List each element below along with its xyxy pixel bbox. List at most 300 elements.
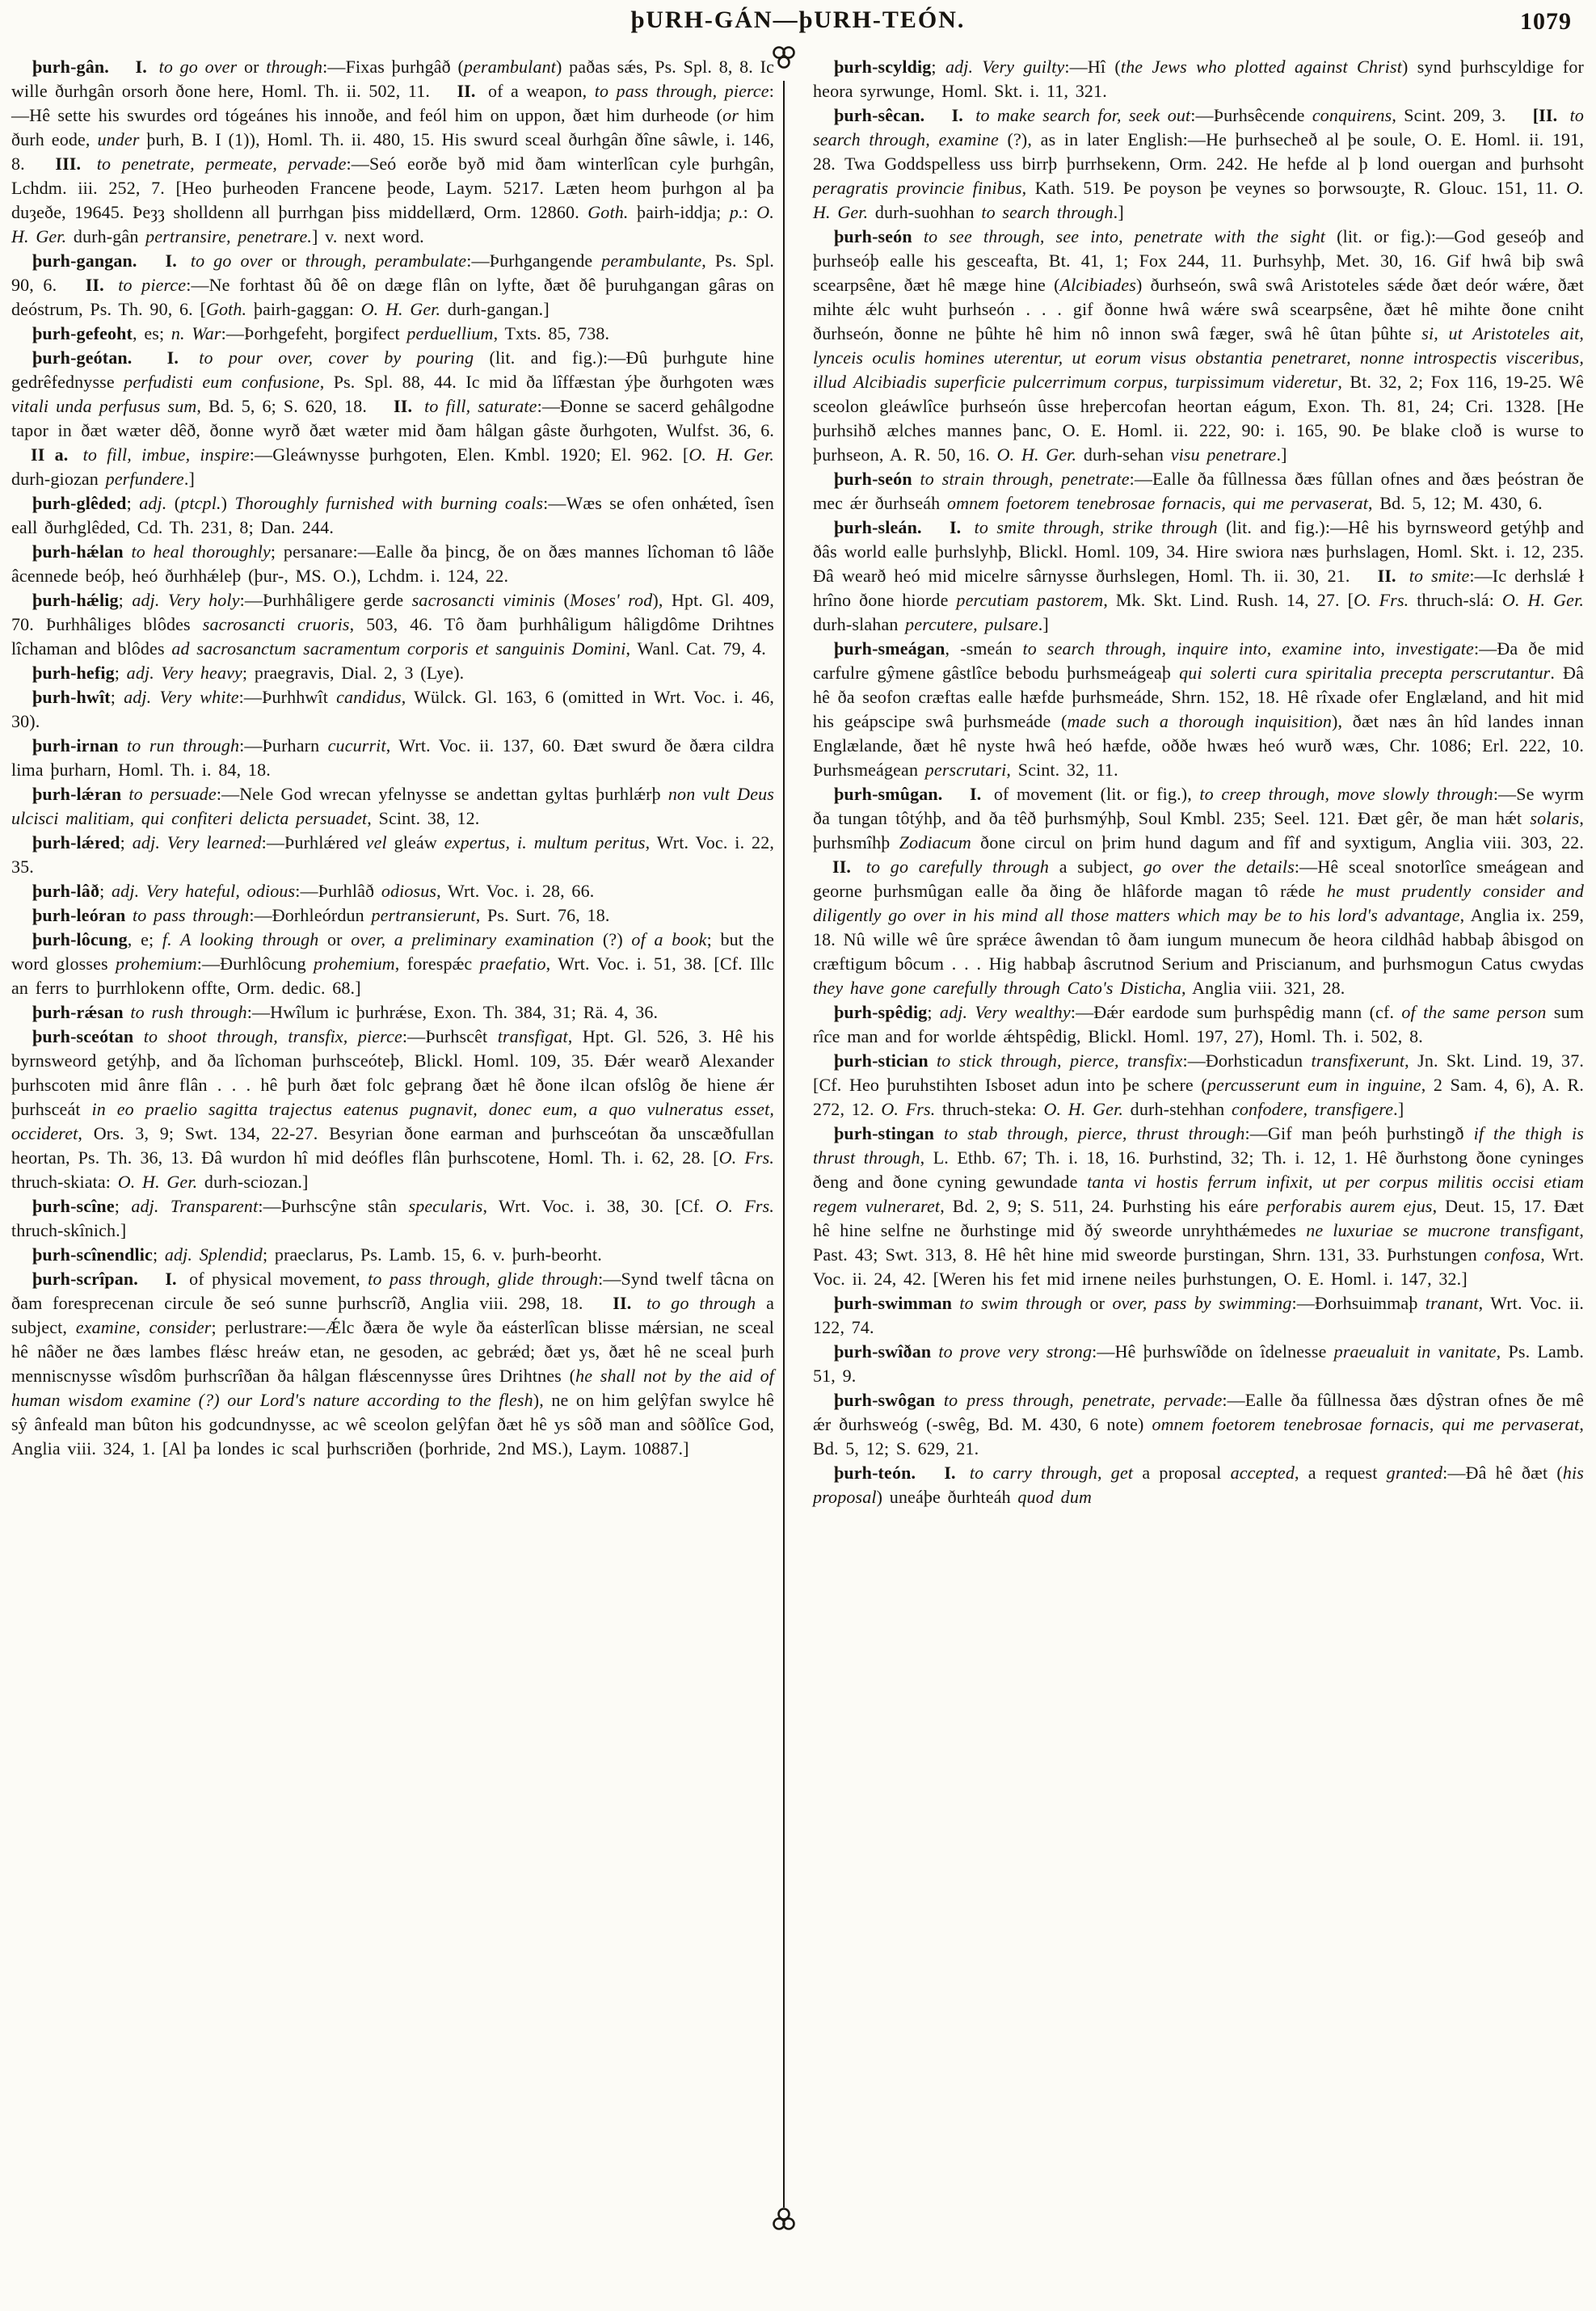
entry-text: :—Þurhhwît xyxy=(238,687,337,707)
sense-numeral: II. xyxy=(394,396,420,416)
sense-numeral: I. xyxy=(166,347,195,368)
entry-text: :—Gleáwnysse þurhgoten, Elen. Kmbl. 1920; El. 962. [ xyxy=(249,444,689,465)
entry-text: durh-sehan xyxy=(1083,444,1171,465)
headword: þurh-hǽlan xyxy=(32,541,132,562)
italic-text: adj. Very hateful, odious xyxy=(112,881,296,901)
entry-text: , L. Ethb. 67; Th. i. 18, 16. Þurhstind, 32; Th. i. 12, 1. Hê ðurhstong ðone cyninges ðeng and ðone cyning gewundade xyxy=(813,1147,1584,1192)
entry-text: , Bd. 5, 12; M. 430, 6. xyxy=(1368,493,1543,513)
entry-text: , Wrt. Voc. i. 22, 35. xyxy=(11,832,775,877)
headword: þurh-gân. xyxy=(32,57,116,77)
entry-text: , Past. 43; Swt. 313, 8. Hê hêt hine mid sweorde þurstingan, Shrn. 131, 33. Þurhstungen xyxy=(813,1220,1585,1265)
italic-text: to go over xyxy=(190,250,282,271)
entry-text: ) synd þurhscyldige for heora syrwunge, Homl. Skt. i. 11, 321. xyxy=(813,57,1584,101)
italic-text: pertransire, penetrare. xyxy=(145,226,313,246)
sense-numeral: I. xyxy=(165,250,186,271)
entry-text: (?) xyxy=(602,929,632,949)
italic-text: qui solerti cura spiritalia precepta perscrutantur xyxy=(1179,663,1551,683)
entry-text: ; but the word glosses xyxy=(11,929,774,974)
entry-text: :—Nele God wrecan yfelnysse se andettan gyltas þurhlǽrþ xyxy=(216,784,668,804)
entry-text: :—Hê þurhswîðde on îdelnesse xyxy=(1092,1341,1334,1362)
entry-text: :—Gif man þeóh þurhstingð xyxy=(1244,1123,1474,1143)
entry-text: ; xyxy=(120,832,133,852)
dictionary-entry xyxy=(11,1194,774,1243)
entry-text: :—Ðorhsticadun xyxy=(1182,1050,1312,1071)
entry-text: ), ne on him gelŷfan swylce hê sŷ ânfeald man bûton his godcundnysse, ac wê sceolon gelŷfan ðæt hê ys sôð man and sôðlîce God, Anglia viii. 324, 1. [Al þa londes ic scal þurhscriðen (þorhride, 2nd MS.), Laym. 10887.] xyxy=(11,1390,774,1459)
italic-text: to go through xyxy=(646,1293,767,1313)
italic-text: adj. Transparent xyxy=(131,1196,259,1216)
entry-text: þurh, B. I (1)), Homl. Th. ii. 480, 15. His swurd sceal ðurhgân ðîne sâwle, i. 146, 8. xyxy=(11,129,775,174)
italic-text: perscrutari xyxy=(924,760,1007,780)
italic-text: to penetrate, permeate, pervade xyxy=(96,154,347,174)
italic-text: Moses' rod xyxy=(569,590,653,610)
italic-text: in eo praelio sagitta trajectus eatenus pugnavit, donec eum, a quo vulneratus esset, occideret xyxy=(11,1099,774,1143)
dictionary-entry xyxy=(813,103,1584,225)
entry-text: .] xyxy=(1393,1099,1404,1119)
entry-text: or xyxy=(281,250,305,271)
italic-text: Thoroughly furnished with burning coals xyxy=(234,493,544,513)
headword: þurh-rǽsan xyxy=(32,1002,131,1022)
entry-text: , Ps. Surt. 76, 18. xyxy=(475,905,610,925)
italic-text: perfundere xyxy=(105,469,184,489)
italic-text: confosa xyxy=(1484,1244,1541,1265)
italic-text: Goth. xyxy=(205,299,254,319)
entry-text: , Kath. 519. Þe poyson þe veynes so þorwsouȝte, R. Glouc. 151, 11. xyxy=(1021,178,1567,198)
entry-text: of movement (lit. or fig.), xyxy=(993,784,1200,804)
entry-text: :—Þurhsêcende xyxy=(1190,105,1312,125)
italic-text: to fill, saturate xyxy=(424,396,537,416)
sense-numeral: II. xyxy=(85,275,114,295)
headword: þurh-glêded xyxy=(32,493,127,513)
headword: þurh-lôcung xyxy=(32,929,128,949)
entry-text: , e; xyxy=(127,929,162,949)
italic-text: of a book xyxy=(631,929,707,949)
italic-text: made such a thorough inquisition xyxy=(1067,711,1333,731)
entry-text: ; xyxy=(99,881,112,901)
italic-text: to heal thoroughly xyxy=(131,541,271,562)
italic-text: O. Frs. xyxy=(1354,590,1417,610)
entry-text: :—Wæs se ofen onhǽted, îsen eall ðurhglêded, Cd. Th. 231, 8; Dan. 244. xyxy=(11,493,774,537)
entry-text: thruch-skiata: xyxy=(11,1172,118,1192)
dictionary-entry xyxy=(813,1122,1584,1291)
entry-text: durh-gân xyxy=(73,226,146,246)
italic-text: ne luxuriae se mucrone transfigant xyxy=(1306,1220,1580,1240)
entry-text: , Wrt. Voc. ii. 137, 60. Ðæt swurd ðe ðæra cildra lima þurharn, Homl. Th. i. 84, 18. xyxy=(11,735,774,780)
entry-text: , 503, 46. Tô ðam þurhhâligum hâligdôme Drihtnes lîchaman and blôdes xyxy=(11,614,774,659)
entry-text: thruch-skînich.] xyxy=(11,1220,127,1240)
dictionary-entry xyxy=(813,1388,1584,1461)
entry-text: (lit. and fig.):—Hê his byrnsweord getýhþ and ðâs world ealle þurhslyhþ, Blickl. Homl. 109, 34. Hire swiora næs þurhslagen, Homl. Skt. i. 12, 235. Ðâ wearð heó mid micelre sârnysse ðurhslegen, Homl. Th. ii. 30, 21. xyxy=(813,517,1585,586)
entry-text: ; xyxy=(114,1196,132,1216)
headword: þurh-smeágan xyxy=(834,638,945,659)
sense-numeral: II. xyxy=(1377,566,1404,586)
page-title: þURH-GÁN—þURH-TEÓN. xyxy=(630,6,966,33)
dictionary-entry xyxy=(11,1025,774,1194)
column-divider-rule xyxy=(783,81,785,2208)
entry-text: :—Ðorhsuimmaþ xyxy=(1291,1293,1425,1313)
headword: þurh-spêdig xyxy=(834,1002,928,1022)
italic-text: percusserunt eum in inguine xyxy=(1206,1075,1421,1095)
entry-text: durh-stehhan xyxy=(1130,1099,1232,1119)
entry-text: , Bd. 5, 6; S. 620, 18. xyxy=(196,396,375,416)
headword: þurh-smûgan. xyxy=(834,784,950,804)
entry-text: thruch-steka: xyxy=(942,1099,1044,1119)
dictionary-entry xyxy=(11,249,774,322)
headword: þurh-sleán. xyxy=(834,517,930,537)
entry-text: :—Þurhscŷne stân xyxy=(258,1196,409,1216)
italic-text: candidus xyxy=(336,687,402,707)
italic-text: to persuade xyxy=(128,784,217,804)
italic-text: to search through, inquire into, examine into, investigate xyxy=(1022,638,1474,659)
entry-text: (lit. or fig.):—God geseóþ and þurhseóþ ealle his gesceafta, Bt. 41, 1; Fox 244, 11. Þurhsyhþ, Met. 30, 16. Gif hwâ biþ swâ scearpsêne, ðæt hê mæge hine ( xyxy=(813,226,1585,295)
entry-text: him ðurh eode, xyxy=(11,105,774,149)
entry-text: of physical movement, xyxy=(189,1269,368,1289)
italic-text: they have gone carefully through Cato's Disticha xyxy=(813,978,1181,998)
sense-numeral: III. xyxy=(55,154,92,174)
dictionary-entry xyxy=(813,55,1584,103)
italic-text: over, pass by swimming xyxy=(1112,1293,1292,1313)
italic-text: to rush through xyxy=(130,1002,247,1022)
dictionary-entry xyxy=(813,1000,1584,1049)
italic-text: transfigat xyxy=(497,1026,568,1046)
entry-text: or xyxy=(327,929,352,949)
dictionary-entry xyxy=(11,540,774,588)
dictionary-entry xyxy=(813,1461,1584,1509)
entry-text: :—Hê sette his swurdes ord tógeánes his innoðe, and feól him on uppon, ðæt him durheode ( xyxy=(11,81,774,125)
italic-text: percutiam pastorem xyxy=(956,590,1104,610)
sense-numeral: I. xyxy=(944,1463,965,1483)
entry-text: :—Þurhscêt xyxy=(402,1026,498,1046)
entry-text: , Wanl. Cat. 79, 4. xyxy=(625,638,766,659)
entry-text: ; xyxy=(110,687,124,707)
entry-text: , Scint. 32, 11. xyxy=(1006,760,1118,780)
entry-text: , Bd. 5, 12; S. 629, 21. xyxy=(813,1414,1585,1459)
dictionary-entry xyxy=(813,637,1584,782)
italic-text: through xyxy=(266,57,323,77)
entry-text: ; perlustrare:—Ǽlc ðæra ðe wyle ða eásterlîcan blisse mǽrsian, ne sceal hê nâðer ne ðæs lambes flǽsc hreáw etan, ne gesoden, ac gebrǽd; ðæt ys, ðæt hê ne sceal þurh menniscnysse wîsdôm þurhscrîðan ða hâlgan flǽscennysse ûres Drihtnes ( xyxy=(11,1317,775,1386)
sense-numeral: II. xyxy=(613,1293,642,1313)
entry-text: ) paðas sǽs, Ps. Spl. 8, 8. Ic wille ðurhgân orsorh ðone here, Homl. Th. ii. 502, 11. xyxy=(11,57,774,101)
italic-text: he must prudently consider and diligently go over in his mind all those matters which may be to his lord's advantage xyxy=(813,881,1585,925)
entry-text: ; praegravis, Dial. 2, 3 (Lye). xyxy=(242,663,465,683)
entry-text: :—Ðâ hê ðæt ( xyxy=(1442,1463,1563,1483)
dictionary-entry xyxy=(813,782,1584,1000)
entry-text: durh-slahan xyxy=(813,614,906,634)
entry-text: a subject, xyxy=(1059,857,1143,877)
dictionary-entry xyxy=(11,903,774,928)
headword: þurh-lâð xyxy=(32,881,100,901)
entry-text: of a weapon, xyxy=(487,81,595,101)
entry-text: or xyxy=(243,57,267,77)
entry-text: , Wrt. Voc. i. 28, 66. xyxy=(436,881,595,901)
italic-text: omnem foetorem tenebrosae fornacis, qui me pervaserat xyxy=(946,493,1369,513)
entry-text: , Ps. Spl. 88, 44. Ic mid ða lîffæstan ýþe ðurhgoten wæs xyxy=(319,372,774,392)
italic-text: to strain through, penetrate xyxy=(920,469,1130,489)
headword: þurh-gefeoht xyxy=(32,323,133,343)
italic-text: quod dum xyxy=(1017,1487,1093,1507)
entry-text: durh-suohhan xyxy=(874,202,982,222)
entry-text: a proposal xyxy=(1142,1463,1231,1483)
italic-text: n. War xyxy=(171,323,221,343)
italic-text: O. Frs. xyxy=(718,1147,774,1168)
headword: þurh-scîne xyxy=(32,1196,115,1216)
headword: þurh-lǽred xyxy=(32,832,120,852)
trefoil-ornament-bottom-icon xyxy=(769,2206,798,2236)
entry-text: , Wrt. Voc. i. 38, 30. [Cf. xyxy=(482,1196,716,1216)
entry-text: ), Hpt. Gl. 409, 70. Þurhhâliges blôdes xyxy=(11,590,774,634)
italic-text: adj. Very heavy xyxy=(126,663,242,683)
entry-text: .] xyxy=(1113,202,1124,222)
italic-text: Zodiacum xyxy=(899,832,981,852)
entry-text: , Anglia ix. 259, 18. Nû wille wê ûre sprǽce âwendan tô ðam iungum munecum ðe heora cildhâd habbaþ âbisgod on cræftigum bôcum . . . Hig habbaþ âscrutnod Serium and Priscianum, and þurhsmogun Catus cwydas xyxy=(813,905,1584,974)
italic-text: to swim through xyxy=(959,1293,1090,1313)
headword: þurh-seón xyxy=(834,226,924,246)
headword: þurh-swîðan xyxy=(834,1341,939,1362)
entry-text: :—Hî ( xyxy=(1064,57,1121,77)
italic-text: to shoot through, transfix, pierce xyxy=(143,1026,402,1046)
sense-numeral: I. xyxy=(949,517,970,537)
italic-text: to prove very strong xyxy=(938,1341,1093,1362)
entry-text: ; xyxy=(931,57,945,77)
italic-text: to fill, imbue, inspire xyxy=(82,444,250,465)
italic-text: tranant xyxy=(1425,1293,1479,1313)
italic-text: to see through, see into, penetrate with the sight xyxy=(923,226,1337,246)
headword: þurh-gangan. xyxy=(32,250,146,271)
headword: þurh-geótan. xyxy=(32,347,148,368)
italic-text: sacrosancti viminis xyxy=(411,590,564,610)
entry-text: , Ps. Spl. 90, 6. xyxy=(11,250,775,295)
entry-text: , es; xyxy=(133,323,171,343)
entry-text: ) ðurhseón, swâ swâ Aristoteles sǽde ðæt deór wǽre, ðæt mihte ǽlc wuht þurhseón . . . gif ðonne hwâ wǽre swâ scearpsêne, ðæt hê mihte ðone cniht ðurhseón, ðonne ne þûhte hê him nô innon swâ fæger, swâ hê ûtan þûhte xyxy=(813,275,1585,343)
page-number: 1079 xyxy=(1520,8,1572,35)
italic-text: Goth. xyxy=(587,202,637,222)
italic-text: adj. Very guilty xyxy=(945,57,1065,77)
entry-text: :—Þurhlǽred xyxy=(261,832,366,852)
entry-text: ; xyxy=(927,1002,940,1022)
headword: þurh-swimman xyxy=(834,1293,960,1313)
dictionary-entry xyxy=(11,1267,774,1461)
italic-text: adj. Very wealthy xyxy=(939,1002,1071,1022)
dictionary-entry xyxy=(11,322,774,346)
entry-text: ; xyxy=(118,590,133,610)
dictionary-entry xyxy=(813,225,1584,467)
italic-text: vel xyxy=(365,832,394,852)
italic-text: to stick through, pierce, transfix xyxy=(937,1050,1183,1071)
italic-text: to go over xyxy=(158,57,244,77)
entry-text: , Mk. Skt. Lind. Rush. 14, 27. [ xyxy=(1103,590,1354,610)
entry-text: (lit. and fig.):—Ðû þurhgute hine gedrêfednysse xyxy=(11,347,774,392)
entry-text: durh-sciozan.] xyxy=(204,1172,309,1192)
entry-text: , -smeán xyxy=(945,638,1023,659)
italic-text: prohemium xyxy=(116,953,197,974)
headword: þurh-hwît xyxy=(32,687,111,707)
dictionary-entry xyxy=(11,685,774,734)
dictionary-entry xyxy=(813,1291,1584,1340)
italic-text: si, ut Aristoteles ait, lynceis oculis homines uterentur, ut eorum visus obstantia penetraret, nonne introspectis visceribus, illud Alcibiadis superficie pulcerrimum corpus, turpissimum videretur xyxy=(813,323,1584,392)
italic-text: to search through xyxy=(981,202,1114,222)
italic-text: perduellium xyxy=(406,323,494,343)
italic-text: examine, consider xyxy=(75,1317,212,1337)
entry-text: :—Seó eorðe byð mid ðam winterlîcan cyle þurhgân, Lchdm. iii. 252, 7. [Heo þurheoden Francene þeode, Laym. 5217. Læten heom þurhgon al þa duȝeðe, 19645. Þeȝȝ sholldenn all þurrhgan þiss middellærd, Orm. 12860. xyxy=(11,154,775,222)
entry-text: ; persanare:—Ealle ða þincg, ðe on ðæs mannes lîchoman tô lâðe âcennede beóþ, heó ðurhhǽleþ (þur-, MS. O.), Lchdm. i. 124, 22. xyxy=(11,541,774,586)
sense-numeral: I. xyxy=(165,1269,185,1289)
entry-text: .] xyxy=(1276,444,1287,465)
italic-text: if the thigh is thrust through xyxy=(813,1123,1585,1168)
sense-numeral: [II. xyxy=(1532,105,1565,125)
italic-text: under xyxy=(97,129,147,149)
entry-text: , Wrt. Voc. ii. 122, 74. xyxy=(813,1293,1584,1337)
italic-text: ad sacrosanctum sacramentum corporis et sanguinis Domini xyxy=(171,638,626,659)
entry-text: :—Þurhlâð xyxy=(295,881,381,901)
italic-text: to pass through, glide through xyxy=(368,1269,599,1289)
italic-text: to creep through, move slowly through xyxy=(1199,784,1493,804)
italic-text: O. Frs. xyxy=(881,1099,943,1119)
entry-text: þairh-gaggan: xyxy=(253,299,361,319)
headword: þurh-hefig xyxy=(32,663,115,683)
italic-text: O. H. Ger. xyxy=(117,1172,204,1192)
italic-text: O. Frs. xyxy=(715,1196,775,1216)
headword: þurh-leóran xyxy=(32,905,133,925)
entry-text: þairh-iddja; xyxy=(636,202,730,222)
entry-text: a subject, xyxy=(11,1293,774,1337)
headword: þurh-irnan xyxy=(32,735,128,756)
entry-text: :—Ða ðe mid carfulre gŷmene gâstlîce bebodu þurhsmeágeaþ xyxy=(813,638,1584,683)
entry-text: , a request xyxy=(1294,1463,1387,1483)
italic-text: to go carefully through xyxy=(865,857,1059,877)
entry-text: , Ps. Lamb. 51, 9. xyxy=(813,1341,1584,1386)
italic-text: pertransierunt xyxy=(371,905,476,925)
entry-text: ) xyxy=(221,493,235,513)
italic-text: to carry through, get xyxy=(969,1463,1143,1483)
italic-text: cucurrit xyxy=(327,735,386,756)
italic-text: to smite xyxy=(1409,566,1470,586)
entry-text: ), ðæt næs ân hîd landes innan Englælande, ðæt hê nyste hwâ heó hæfde, oððe hwæs heó wurð wæs, Chr. 1086; Erl. 222, 10. Þurhsmeágean xyxy=(813,711,1584,780)
italic-text: O. H. Ger. xyxy=(996,444,1084,465)
left-column xyxy=(11,55,774,1461)
sense-numeral: I. xyxy=(135,57,154,77)
italic-text: specularis xyxy=(408,1196,483,1216)
italic-text: prohemium xyxy=(314,953,395,974)
entry-text: :—Ðurhlôcung xyxy=(196,953,314,974)
italic-text: he shall not by the aid of human wisdom examine (?) our Lord's nature according to the flesh xyxy=(11,1366,774,1410)
dictionary-entry xyxy=(813,1340,1584,1388)
sense-numeral: II a. xyxy=(31,444,78,465)
italic-text: perforabis aurem ejus xyxy=(1266,1196,1433,1216)
headword: þurh-lǽran xyxy=(32,784,129,804)
entry-text: , Hpt. Gl. 526, 3. Hê his byrnsweord getýhþ, and ða lîchoman þurhsceóteþ, Blickl. Homl. 109, 35. Ðǽr wearð Alexander þurhscoten mid ânre flân . . . hê þurh ðæt folc geþrang ðæt hê ðone ilcan ofslôg ðe hiene ǽr þurhsceát xyxy=(11,1026,775,1119)
entry-text: , Scint. 38, 12. xyxy=(367,808,480,828)
entry-text: durh-gangan.] xyxy=(447,299,550,319)
entry-text: , Txts. 85, 738. xyxy=(493,323,610,343)
entry-text: : xyxy=(743,202,757,222)
sense-numeral: I. xyxy=(969,784,989,804)
entry-text: , Bd. 2, 9; S. 511, 24. Þurhsting his eáre xyxy=(940,1196,1267,1216)
italic-text: expertus, i. multum peritus xyxy=(444,832,646,852)
entry-text: , þurhsmîhþ xyxy=(813,808,1584,852)
italic-text: adj. Very learned xyxy=(132,832,262,852)
dictionary-entry xyxy=(813,516,1584,637)
dictionary-entry xyxy=(11,1000,774,1025)
italic-text: omnem foetorem tenebrosae fornacis, qui me pervaserat xyxy=(1152,1414,1580,1434)
entry-text: :—Ðonne se sacerd gehâlgodne tapor in ðæt wæter dêð, ðonne wyrð ðæt wæter mid ðam hâlgan gâste ðurhgoten, Wulfst. 36, 6. xyxy=(11,396,775,440)
italic-text: O. H. Ger. xyxy=(1043,1099,1131,1119)
dictionary-entry xyxy=(11,831,774,879)
sense-numeral: I. xyxy=(951,105,971,125)
headword: þurh-scyldig xyxy=(834,57,932,77)
entry-text: .] xyxy=(183,469,195,489)
entry-text: :—Hwîlum ic þurhrǽse, Exon. Th. 384, 31; Rä. 4, 36. xyxy=(246,1002,659,1022)
italic-text: O. H. Ger. xyxy=(813,178,1584,222)
entry-text: durh-giozan xyxy=(11,469,106,489)
entry-text: ( xyxy=(166,493,181,513)
dictionary-entry xyxy=(11,346,774,491)
sense-numeral: II. xyxy=(832,857,861,877)
italic-text: of the same person xyxy=(1401,1002,1554,1022)
entry-text: , Wülck. Gl. 163, 6 (omitted in Wrt. Voc. i. 46, 30). xyxy=(11,687,774,731)
italic-text: to pass through xyxy=(132,905,250,925)
italic-text: accepted xyxy=(1230,1463,1295,1483)
headword: þurh-teón. xyxy=(834,1463,925,1483)
italic-text: peragratis provincie finibus xyxy=(813,178,1022,198)
right-column xyxy=(813,55,1584,1509)
italic-text: f. A looking through xyxy=(162,929,328,949)
sense-numeral: II. xyxy=(457,81,483,101)
entry-text: or xyxy=(1089,1293,1113,1313)
entry-text: , Scint. 209, 3. xyxy=(1392,105,1514,125)
italic-text: over, a preliminary examination xyxy=(351,929,603,949)
entry-text: :—Se wyrm ða tungan tôtýhþ, and ða têð þurhsmýhþ, Soul Kmbl. 235; Seel. 121. Ðæt gêr, ðe man hǽt xyxy=(813,784,1584,828)
entry-text: ðone circul on þrim hund dagum and fîf and syxtigum, Anglia viii. 303, 22. xyxy=(980,832,1584,852)
entry-text: , forespǽc xyxy=(394,953,480,974)
italic-text: O. H. Ger. xyxy=(689,444,774,465)
entry-text: , Wrt. Voc. ii. 24, 42. [Weren his fet mid irnene neiles þurhstungen, O. E. Homl. i. 147, 32.] xyxy=(813,1244,1585,1289)
headword: þurh-stingan xyxy=(834,1123,944,1143)
italic-text: through, perambulate xyxy=(305,250,467,271)
entry-text: :—Þurharn xyxy=(239,735,328,756)
italic-text: visu penetrare xyxy=(1170,444,1277,465)
italic-text: to press through, penetrate, pervade xyxy=(943,1390,1223,1410)
entry-text: ; xyxy=(152,1244,165,1265)
italic-text: to run through xyxy=(127,735,240,756)
entry-text: ; xyxy=(126,493,140,513)
italic-text: transfixerunt xyxy=(1311,1050,1405,1071)
italic-text: perfudisti eum confusione xyxy=(124,372,320,392)
italic-text: O. H. Ger. xyxy=(360,299,448,319)
entry-text: :—Ealle ða fûllnessa ðæs dŷstran ofnes ðe mê ǽr ðurhsweóg (-swêg, Bd. M. 430, 6 note) xyxy=(813,1390,1584,1434)
entry-text: , Anglia viii. 321, 28. xyxy=(1181,978,1345,998)
dictionary-entry xyxy=(11,1243,774,1267)
italic-text: or xyxy=(722,105,747,125)
entry-text: , Deut. 15, 17. Ðæt hê hine selfne ne ðurhstinge mid ðý sweorde unryhthǽmedes xyxy=(813,1196,1585,1240)
italic-text: ptcpl. xyxy=(180,493,221,513)
italic-text: non vult Deus ulcisci malitiam, qui confiteri delicta persuadet xyxy=(11,784,774,828)
italic-text: praefatio xyxy=(479,953,546,974)
dictionary-entry xyxy=(11,782,774,831)
dictionary-entry xyxy=(11,491,774,540)
entry-text: :—Ne forhtast ðû ðê on dæge flân on lyfte, ðæt ðê þuruhgangan gâras on deóstrum, Ps. Th. 90, 6. [ xyxy=(11,275,775,319)
entry-text: :—Þurhgangende xyxy=(466,250,602,271)
dictionary-entry xyxy=(11,661,774,685)
italic-text: adj. Very white xyxy=(124,687,239,707)
italic-text: to pierce xyxy=(118,275,187,295)
dictionary-entry xyxy=(11,928,774,1000)
headword: þurh-scrîpan. xyxy=(32,1269,146,1289)
entry-text: , Jn. Skt. Lind. 19, 37. [Cf. Heo þuruhstihten Isboset adun into þe schere ( xyxy=(813,1050,1585,1095)
entry-text: :—Fixas þurhgâð ( xyxy=(322,57,464,77)
entry-text: :—Synd twelf tâcna on ðam foresprecenan circule ðe seó sunne þurhscrîð, Anglia viii. 298, 18. xyxy=(11,1269,774,1313)
headword: þurh-seón xyxy=(834,469,920,489)
italic-text: to smite through, strike through xyxy=(974,517,1227,537)
italic-text: solaris xyxy=(1530,808,1580,828)
